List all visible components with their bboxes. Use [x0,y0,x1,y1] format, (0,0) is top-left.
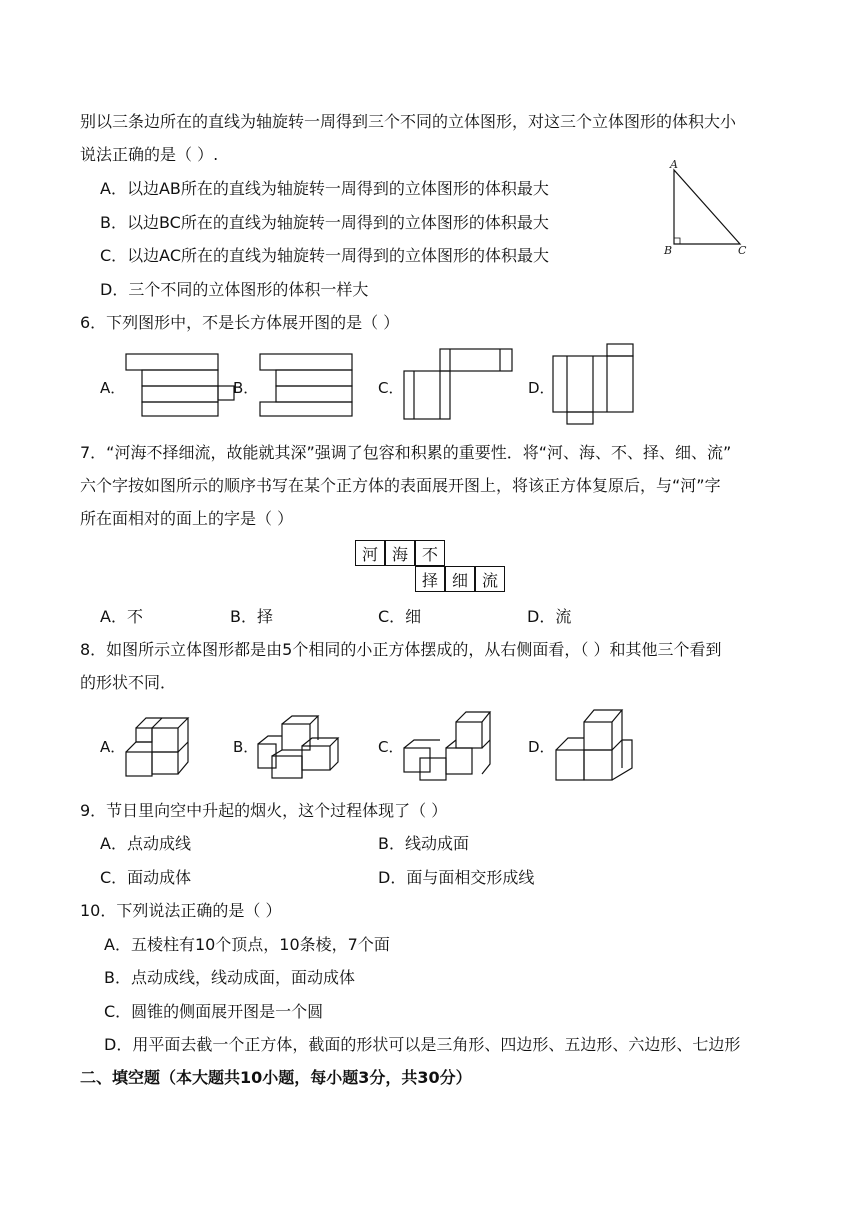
vertex-a-label: A [670,158,678,171]
q10-stem: 10．下列说法正确的是（ ） [80,901,282,920]
q6-net-d [551,342,641,428]
q7-option-b: B．择 [230,607,273,626]
q5-option-d: D．三个不同的立体图形的体积一样大 [100,280,369,299]
q7-line-3: 所在面相对的面上的字是（ ） [80,509,294,528]
q8-cubes-a [122,712,202,780]
net-cell-he: 河 [355,540,385,566]
q5-line-1: 别以三条边所在的直线为轴旋转一周得到三个不同的立体图形，对这三个立体图形的体积大小 [80,112,737,131]
vertex-c-label: C [738,244,747,257]
q9-option-b: B．线动成面 [378,834,469,853]
net-cell-ze: 择 [415,566,445,592]
q7-option-c: C．细 [378,607,422,626]
q8-option-a-label: A． [100,738,126,756]
net-cell-liu: 流 [475,566,505,592]
q5-option-c: C．以边AC所在的直线为轴旋转一周得到的立体图形的体积最大 [100,246,550,265]
q5-line-2: 说法正确的是（ ）. [80,145,219,164]
q7-line-1: 7．“河海不择细流，故能就其深”强调了包容和积累的重要性．将“河、海、不、择、细、流” [80,443,732,462]
section-2-heading: 二、填空题（本大题共10小题，每小题3分，共30分） [80,1068,472,1087]
q10-option-a: A．五棱柱有10个顶点，10条棱，7个面 [104,935,390,954]
q10-option-b: B．点动成线，线动成面，面动成体 [104,968,355,987]
q6-net-a [124,352,239,418]
q7-option-a: A．不 [100,607,143,626]
q9-option-a: A．点动成线 [100,834,191,853]
q6-option-c-label: C． [378,379,404,397]
q10-option-d: D．用平面去截一个正方体，截面的形状可以是三角形、四边形、五边形、六边形、七边形 [104,1035,741,1054]
q9-stem: 9．节日里向空中升起的烟火，这个过程体现了（ ） [80,801,448,820]
q9-option-c: C．面动成体 [100,868,192,887]
net-cell-xi: 细 [445,566,475,592]
q5-option-b: B．以边BC所在的直线为轴旋转一周得到的立体图形的体积最大 [100,213,549,232]
net-cell-bu: 不 [415,540,445,566]
q8-cubes-d [552,706,642,784]
q6-option-d-label: D． [528,379,555,397]
net-cell-hai: 海 [385,540,415,566]
vertex-b-label: B [664,244,673,257]
q6-stem: 6．下列图形中，不是长方体展开图的是（ ） [80,313,400,332]
q7-option-d: D．流 [527,607,572,626]
q8-option-d-label: D． [528,738,555,756]
q8-option-b-label: B． [233,738,259,756]
q6-net-b [258,352,358,418]
q8-cubes-b [254,710,344,780]
q10-option-c: C．圆锥的侧面展开图是一个圆 [104,1002,324,1021]
q9-option-d: D．面与面相交形成线 [378,868,535,887]
q8-line-1: 8．如图所示立体图形都是由5个相同的小正方体摆成的，从右侧面看，（ ）和其他三个看到 [80,640,722,659]
q8-cubes-c [400,708,495,782]
right-triangle-diagram [660,158,760,258]
q6-net-c [402,347,517,423]
q8-line-2: 的形状不同． [80,673,177,692]
q6-option-b-label: B． [233,379,259,397]
q6-option-a-label: A． [100,379,126,397]
q8-option-c-label: C． [378,738,404,756]
q5-option-a: A．以边AB所在的直线为轴旋转一周得到的立体图形的体积最大 [100,179,549,198]
q7-line-2: 六个字按如图所示的顺序书写在某个正方体的表面展开图上，将该正方体复原后，与“河”字 [80,476,721,495]
